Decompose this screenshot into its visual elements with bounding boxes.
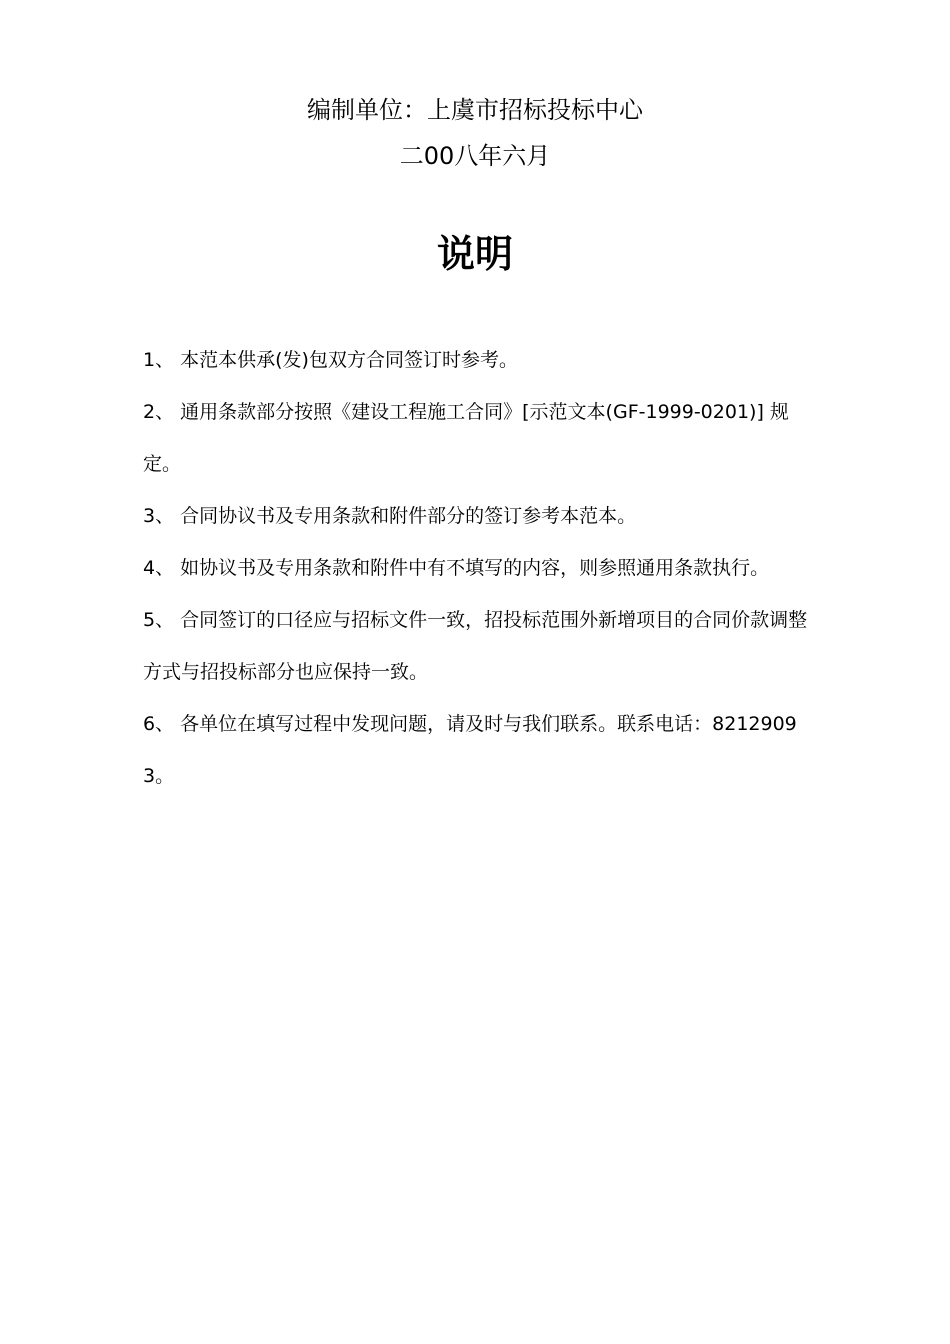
page-title: 说明 — [436, 232, 513, 276]
note-text: 如协议书及专用条款和附件中有不填写的内容，则参照通用条款执行。 — [180, 557, 770, 579]
note-item-6 — [143, 698, 823, 802]
note-number: 1、 — [143, 349, 175, 371]
note-text: 各单位在填写过程中发现问题，请及时与我们联系。联系电话：82129093。 — [143, 713, 797, 787]
note-item-1 — [143, 334, 823, 386]
note-number: 5、 — [143, 609, 175, 631]
note-number: 6、 — [143, 713, 175, 735]
note-number: 3、 — [143, 505, 175, 527]
note-number: 2、 — [143, 401, 175, 423]
note-item-3 — [143, 490, 823, 542]
note-text: 通用条款部分按照《建设工程施工合同》[示范文本(GF-1999-0201)] 规定。 — [143, 401, 789, 475]
note-number: 4、 — [143, 557, 175, 579]
note-item-5 — [143, 594, 823, 698]
note-item-2 — [143, 386, 823, 490]
note-item-4 — [143, 542, 823, 594]
note-text: 合同签订的口径应与招标文件一致，招投标范围外新增项目的合同价款调整方式与招投标部分也应保持一致。 — [143, 609, 808, 683]
compiling-unit: 编制单位：上虞市招标投标中心 — [307, 96, 643, 124]
note-text: 合同协议书及专用条款和附件部分的签订参考本范本。 — [180, 505, 637, 527]
compile-date: 二00八年六月 — [399, 142, 551, 170]
note-text: 本范本供承(发)包双方合同签订时参考。 — [180, 349, 518, 371]
notes-list — [143, 334, 823, 802]
